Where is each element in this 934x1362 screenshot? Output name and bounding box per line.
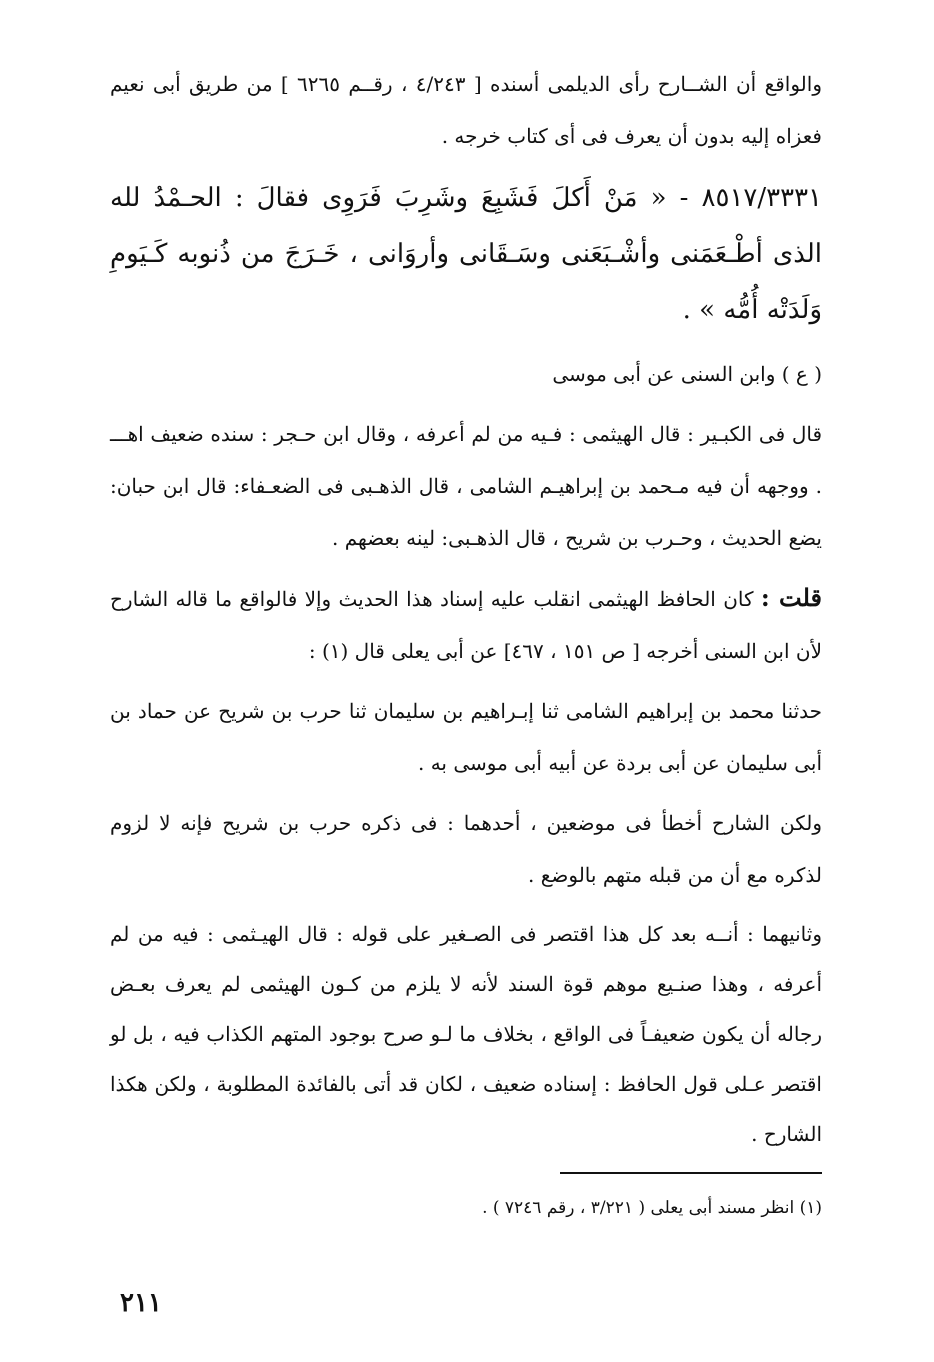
paragraph-intro: والواقع أن الشــارح رأى الديلمى أسنده [ ٤/٢٤٣ ، رقــم ٦٢٦٥ ] من طريق أبى نعيم فعزاه إليه بدون أن يعرف فى أى كتاب خرجه .: [110, 72, 822, 148]
qult-text: كان الحافظ الهيثمى انقلب عليه إسناد هذا الحديث وإلا فالواقع ما قاله الشارح لأن ابن السنى أخرجه [ ص ١٥١ ، ٤٦٧] عن أبى يعلى قال (١) :: [110, 587, 822, 663]
hadith-source: ( ع ) وابن السنى عن أبى موسى: [552, 362, 822, 386]
paragraph-qult: [110, 572, 822, 677]
qult-label: قلت :: [760, 583, 822, 612]
page-body: [110, 58, 822, 1167]
hadith-text: ٨٥١٧/٣٣٣١ - « مَنْ أَكلَ فَشَبِعَ وشَرِبَ فَرَوِى فقالَ : الحـمْدُ لله الذى أطْـعَمَنى وأشْـبَعَنى وسَـقَانى وأروَانى ، خَـرَجَ من ذُنوبه كَـيَومِ وَلَدَتْه أُمُّه » .: [110, 183, 822, 325]
footnote: (١) انظر مسند أبى يعلى ( ٣/٢٢١ ، رقم ٧٢٤٦ ) .: [482, 1198, 822, 1218]
paragraph-commentary: قال فى الكبـير : قال الهيثمى : فـيه من لم أعرفه ، وقال ابن حـجر : سنده ضعيف اهـــ . ووجهه أن فيه مـحمد بن إبراهيـم الشامى ، قال الذهـبى فى الضعـفاء: قال ابن حبان: يضع الحديث ، وحـرب بن شريح ، قال الذهـبى: لينه بعضهم .: [110, 422, 822, 550]
paragraph-first-error: ولكن الشارح أخطأ فى موضعين ، أحدهما : فى ذكره حرب بن شريح فإنه لا لزوم لذكره مع أن من قبله متهم بالوضع .: [110, 811, 822, 887]
footnote-divider: [560, 1172, 822, 1174]
page-number: ٢١١: [120, 1288, 162, 1318]
paragraph-second-error: وثانيهما : أنــه بعد كل هذا اقتصر فى الصـغير على قوله : قال الهيـثمى : فيه من لم أعرفه ، وهذا صنـيع موهم قوة السند لأنه لا يلزم من كـون الهيثمى لم يعرف بعـض رجاله أن يكون ضعيفـاً فى الواقع ، بخلاف ما لـو صرح بوجود المتهم الكذاب فيه ، بل لو اقتصر عـلى قول الحافظ : إسناده ضعيف ، لكان قد أتى بالفائدة المطلوبة ، ولكن هكذا الشارح .: [110, 922, 822, 1146]
paragraph-isnad: حدثنا محمد بن إبراهيم الشامى ثنا إبـراهيم بن سليمان ثنا حرب بن شريح عن حماد بن أبى سليمان عن أبى بردة عن أبيه أبى موسى به .: [110, 699, 822, 775]
